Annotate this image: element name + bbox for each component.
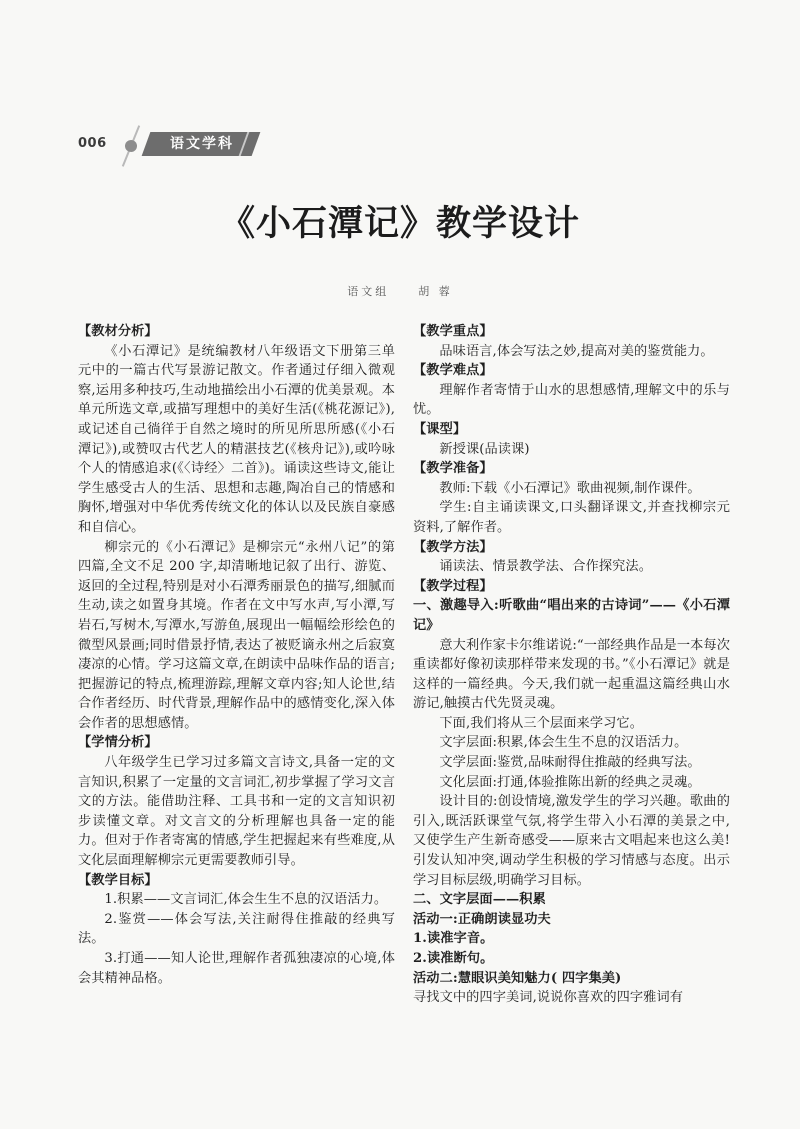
page-title: 《小石潭记》教学设计 xyxy=(219,204,580,244)
body-paragraph: 寻找文中的四字美词,说说你喜欢的四字雅词有 xyxy=(413,990,684,1006)
body-columns xyxy=(78,322,730,1008)
body-paragraph: 2.读准断句。 xyxy=(413,951,494,966)
body-paragraph: 活动二:慧眼识美知魅力( 四字集美) xyxy=(413,970,622,986)
body-paragraph: 《小石潭记》是统编教材八年级语文下册第三单元中的一篇古代写景游记散文。作者通过仔细入微观察,运用多种技巧,生动地描绘出小石潭的优美景观。本单元所选文章,或描写理想中的美好生活(《桃花源记》),或记述自己徜徉于自然之境时的所见所思所感(《小石潭记》),或赞叹古代艺人的精湛技艺(《核舟记》),或吟咏个人的情感追求(《〈诗经〉二首》)。诵读这些诗文,能让学生感受古人的生活、思想和志趣,陶冶自己的情感和胸怀,增强对中华优秀传统文化的体认以及民族自豪感和自信心。 xyxy=(78,343,395,535)
body-paragraph: 意大利作家卡尔维诺说:“一部经典作品是一本每次重读都好像初读那样带来发现的书。”《小石潭记》就是这样的一篇经典。今天,我们就一起重温这篇经典山水游记,触摸古代先贤灵魂。 xyxy=(413,637,730,712)
body-paragraph: 一、激趣导入:听歌曲“唱出来的古诗词”——《小石潭记》 xyxy=(413,598,730,633)
body-paragraph: 教师:下载《小石潭记》歌曲视频,制作课件。 xyxy=(439,480,701,496)
body-paragraph: 柳宗元的《小石潭记》是柳宗元“永州八记”的第四篇,全文不足 200 字,却清晰地记叙了出行、游览、返回的全过程,特别是对小石潭秀丽景色的描写,细腻而生动,读之如置身其境。作者在文中写水声,写小潭,写岩石,写树木,写潭水,写游鱼,展现出一幅幅绘形绘色的微型风景画;同时借景抒情,表达了被贬谪永州之后寂寞凄凉的心情。学习这篇文章,在朗读中品味作品的语言;把握游记的特点,梳理游踪,理解文章内容;知人论世,结合作者经历、时代背景,理解作品中的感情变化,深入体会作者的思想感情。 xyxy=(78,539,395,731)
left-column xyxy=(78,322,395,1008)
body-paragraph: 2.鉴赏——体会写法,关注耐得住推敲的经典写法。 xyxy=(78,911,395,947)
right-column xyxy=(413,322,730,1008)
page-folio-number: 006 xyxy=(78,136,107,151)
body-paragraph: 诵读法、情景教学法、合作探究法。 xyxy=(439,559,652,575)
body-paragraph: 1.积累——文言词汇,体会生生不息的汉语活力。 xyxy=(104,892,388,908)
body-paragraph: 八年级学生已学习过多篇文言诗文,具备一定的文言知识,积累了一定量的文言词汇,初步掌握了学习文言文的方法。能借助注释、工具书和一定的文言知识初步读懂文章。对文言文的分析理解也具备一定的能力。但对于作者寄寓的情感,学生把握起来有些难度,从文化层面理解柳宗元更需要教师引导。 xyxy=(78,755,395,869)
body-paragraph: 文字层面:积累,体会生生不息的汉语活力。 xyxy=(439,735,688,751)
subject-banner-label: 语文学科 xyxy=(170,136,234,152)
section-heading: 【教学准备】 xyxy=(413,461,493,477)
body-paragraph: 理解作者寄情于山水的思想感情,理解文中的乐与忧。 xyxy=(413,382,730,418)
body-paragraph: 学生:自主诵读课文,口头翻译课文,并查找柳宗元资料,了解作者。 xyxy=(413,500,730,535)
byline-affiliation: 语文组 xyxy=(347,285,390,298)
section-heading: 【教学过程】 xyxy=(413,578,493,594)
body-paragraph: 新授课(品读课) xyxy=(439,441,530,457)
body-paragraph: 品味语言,体会写法之妙,提高对美的鉴赏能力。 xyxy=(439,343,714,359)
body-paragraph: 活动一:正确朗读显功夫 xyxy=(413,911,551,927)
body-paragraph: 文化层面:打通,体验推陈出新的经典之灵魂。 xyxy=(439,774,701,790)
body-paragraph: 3.打通——知人论世,理解作者孤独凄凉的心境,体会其精神品格。 xyxy=(78,951,395,986)
byline xyxy=(0,283,800,299)
body-paragraph: 下面,我们将从三个层面来学习它。 xyxy=(439,715,643,731)
section-heading: 【课型】 xyxy=(413,421,467,437)
section-heading: 【教材分析】 xyxy=(78,324,158,339)
body-paragraph: 1.读准字音。 xyxy=(413,931,494,947)
section-heading: 【教学难点】 xyxy=(413,363,493,379)
byline-author: 胡 蓉 xyxy=(418,285,453,298)
section-heading: 【教学方法】 xyxy=(413,539,493,555)
section-heading: 【教学目标】 xyxy=(78,872,158,888)
body-paragraph: 设计目的:创设情境,激发学生的学习兴趣。歌曲的引入,既活跃课堂气氛,将学生带入小石潭的美景之中,又使学生产生新奇感受——原来古文唱起来也这么美! 引发认知冲突,调动学生积极的学习情感与态度。出示学习目标层级,明确学习目标。 xyxy=(413,794,730,888)
header-dot-decoration xyxy=(125,140,137,152)
running-header xyxy=(78,126,378,166)
body-paragraph: 二、文字层面——积累 xyxy=(413,892,546,908)
body-paragraph: 文学层面:鉴赏,品味耐得住推敲的经典写法。 xyxy=(439,755,701,771)
section-heading: 【学情分析】 xyxy=(78,735,158,751)
section-heading: 【教学重点】 xyxy=(413,324,493,339)
